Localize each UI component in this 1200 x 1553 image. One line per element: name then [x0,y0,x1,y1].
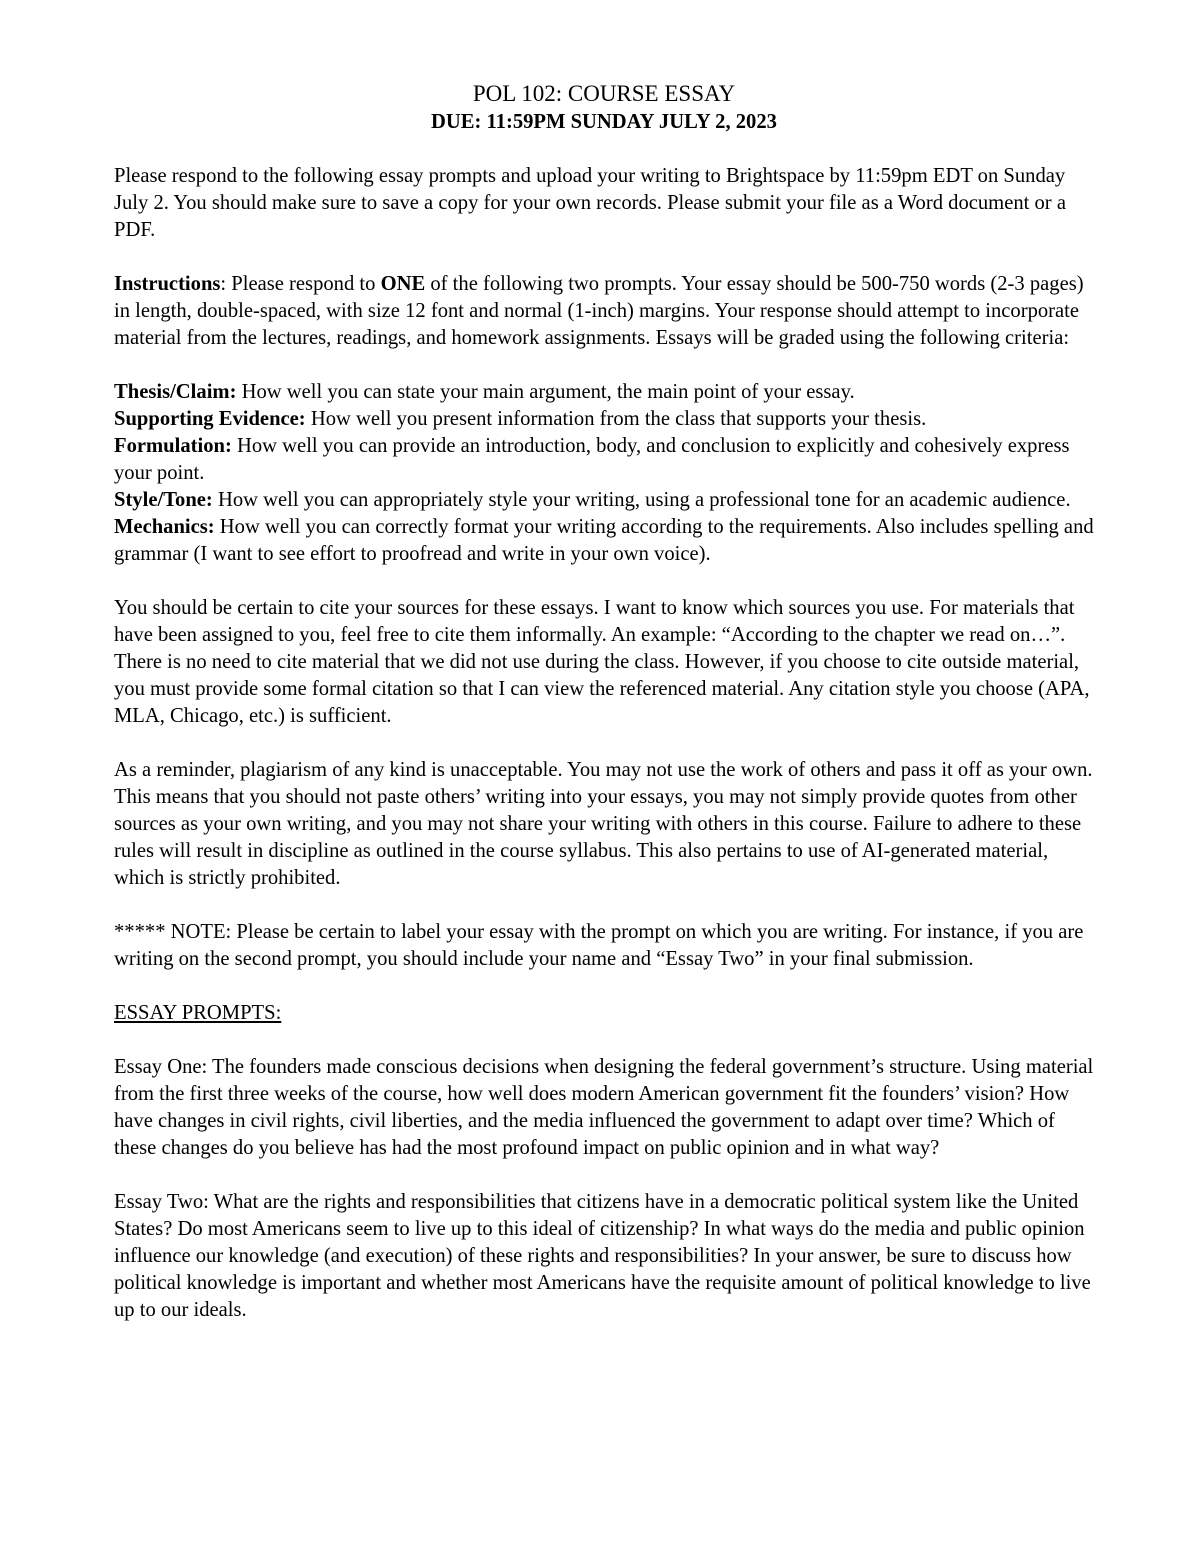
note-paragraph: ***** NOTE: Please be certain to label your essay with the prompt on which you are writing. For instance, if you are writing on the second prompt, you should include your name and “Essay Two” in your final submission. [114,921,1084,970]
criterion-mechanics [114,514,1094,568]
criterion-formulation [114,433,1094,487]
criterion-text: How well you can provide an introduction, body, and conclusion to explicitly and cohesively express your point. [114,435,1070,484]
criterion-label: Style/Tone: [114,489,213,511]
instructions-text-after: of the following two prompts. Your essay should be 500-750 words (2-3 pages) in length, double-spaced, with size 12 font and normal (1-inch) margins. Your response should attempt to incorporate material from the lectures, readings, and homework assignments. Essays will be graded using the following criteria: [114,273,1084,349]
criterion-label: Formulation: [114,435,232,457]
instructions-text-before: : Please respond to [220,273,381,295]
criterion-style [114,487,1094,514]
document-body [114,80,1094,1351]
instructions-paragraph [114,271,1094,352]
citation-paragraph: You should be certain to cite your sources for these essays. I want to know which sources you use. For materials that have been assigned to you, feel free to cite them informally. An example: “According to the chapter we read on…”. There is no need to cite material that we did not use during the class. However, if you choose to cite outside material, you must provide some formal citation so that I can view the referenced material. Any citation style you choose (APA, MLA, Chicago, etc.) is sufficient. [114,597,1090,727]
criterion-text: How well you can correctly format your writing according to the requirements. Also includes spelling and grammar (I want to see effort to proofread and write in your own voice). [114,516,1094,565]
essay-prompt-one: Essay One: The founders made conscious decisions when designing the federal government’s structure. Using material from the first three weeks of the course, how well does modern American government fit the founders’ vision? How have changes in civil rights, civil liberties, and the media influenced the government to adapt over time? Which of these changes do you believe has had the most profound impact on public opinion and in what way? [114,1056,1094,1159]
essay-prompt-two: Essay Two: What are the rights and responsibilities that citizens have in a democratic political system like the United States? Do most Americans seem to live up to this ideal of citizenship? In what ways do the media and public opinion influence our knowledge (and execution) of these rights and responsibilities? In your answer, be sure to discuss how political knowledge is important and whether most Americans have the requisite amount of political knowledge to live up to our ideals. [114,1191,1091,1321]
prompts-heading: ESSAY PROMPTS: [114,1002,282,1024]
document-title: POL 102: COURSE ESSAY [472,81,736,106]
criterion-text: How well you present information from the class that supports your thesis. [305,408,927,430]
intro-paragraph: Please respond to the following essay prompts and upload your writing to Brightspace by 11:59pm EDT on Sunday July 2. You should make sure to save a copy for your own records. Please submit your file as a Word document or a PDF. [114,165,1066,241]
criterion-thesis [114,379,1094,406]
instructions-label: Instructions [114,273,221,295]
criterion-evidence [114,406,1094,433]
criterion-label: Supporting Evidence: [114,408,306,430]
criterion-label: Thesis/Claim: [114,381,237,403]
grading-criteria [114,379,1094,568]
criterion-text: How well you can appropriately style your writing, using a professional tone for an academic audience. [212,489,1071,511]
criterion-label: Mechanics: [114,516,215,538]
instructions-emphasis: ONE [380,273,426,295]
criterion-text: How well you can state your main argument, the main point of your essay. [236,381,855,403]
plagiarism-paragraph: As a reminder, plagiarism of any kind is unacceptable. You may not use the work of others and pass it off as your own. This means that you should not paste others’ writing into your essays, you may not simply provide quotes from other sources as your own writing, and you may not share your writing with others in this course. Failure to adhere to these rules will result in discipline as outlined in the course syllabus. This also pertains to use of AI-generated material, which is strictly prohibited. [114,759,1093,889]
due-date: DUE: 11:59PM SUNDAY JULY 2, 2023 [431,111,777,133]
